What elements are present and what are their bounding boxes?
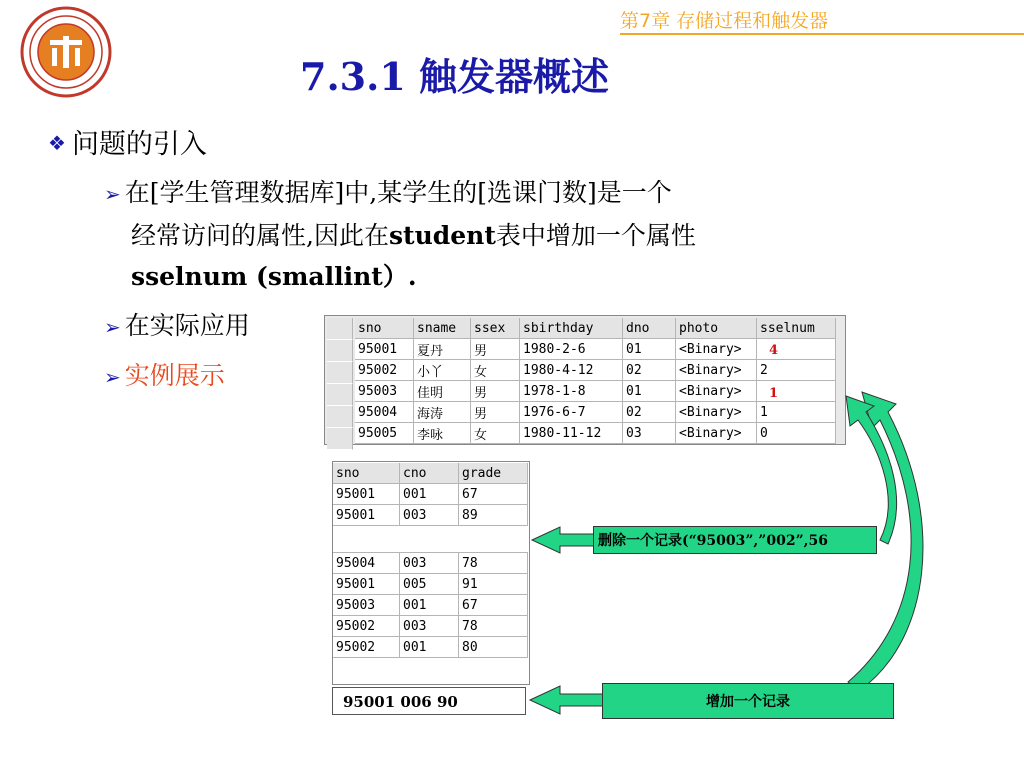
cell: 02 xyxy=(623,360,676,381)
cell: 03 xyxy=(623,423,676,444)
arrow-bullet-icon: ➢ xyxy=(104,182,121,206)
item-practical-text: 在实际应用 xyxy=(124,311,250,340)
cell: <Binary> xyxy=(676,381,757,402)
cell: 95001 xyxy=(333,505,400,526)
cell: 95004 xyxy=(333,553,400,574)
cell: <Binary> xyxy=(676,339,757,360)
cell: 67 xyxy=(459,484,528,505)
cell: 95004 xyxy=(355,402,414,423)
new-score-record: 95001 006 90 xyxy=(332,687,526,715)
cell: 女 xyxy=(471,360,520,381)
para-line-2a: 经常访问的属性,因此在 xyxy=(131,221,389,250)
para-line-2b: student xyxy=(388,221,496,250)
arrow-bullet-icon: ➢ xyxy=(104,315,121,339)
cell: 80 xyxy=(459,637,528,658)
cell: 01 xyxy=(623,339,676,360)
col-header[interactable]: dno xyxy=(623,318,676,339)
cell: 佳明 xyxy=(414,381,471,402)
delete-arrow-icon xyxy=(532,527,594,553)
cell: 78 xyxy=(459,553,528,574)
sselnum-new-value: 4 xyxy=(769,343,779,358)
cell: 95003 xyxy=(355,381,414,402)
cell: 男 xyxy=(471,402,520,423)
cell: 003 xyxy=(400,505,459,526)
cell: 2 xyxy=(757,360,836,381)
cell: 005 xyxy=(400,574,459,595)
cell: 001 xyxy=(400,595,459,616)
cell: 1980-4-12 xyxy=(520,360,623,381)
cell: 003 xyxy=(400,553,459,574)
slide-title: 7.3.1 触发器概述 xyxy=(300,54,610,99)
cell: 001 xyxy=(400,484,459,505)
cell: 小丫 xyxy=(414,360,471,381)
heading-text: 问题的引入 xyxy=(71,129,207,160)
col-header[interactable]: photo xyxy=(676,318,757,339)
cell: 95002 xyxy=(355,360,414,381)
col-header[interactable]: sno xyxy=(333,463,400,484)
cell: 海涛 xyxy=(414,402,471,423)
cell: 95005 xyxy=(355,423,414,444)
col-header[interactable]: ssex xyxy=(471,318,520,339)
cell: 1980-2-6 xyxy=(520,339,623,360)
cell: 67 xyxy=(459,595,528,616)
diamond-bullet-icon: ❖ xyxy=(48,131,66,155)
cell: 1 xyxy=(757,402,836,423)
cell: <Binary> xyxy=(676,360,757,381)
col-header[interactable]: sbirthday xyxy=(520,318,623,339)
cell: 003 xyxy=(400,616,459,637)
add-record-callout: 增加一个记录 xyxy=(602,683,894,719)
cell: 01 xyxy=(623,381,676,402)
col-header[interactable]: sname xyxy=(414,318,471,339)
col-header[interactable]: sselnum xyxy=(757,318,836,339)
col-header[interactable]: grade xyxy=(459,463,528,484)
para-line-3: sselnum (smallint）. xyxy=(131,262,417,291)
cell: 李咏 xyxy=(414,423,471,444)
col-header[interactable]: sno xyxy=(355,318,414,339)
cell: 0 xyxy=(757,423,836,444)
chapter-label: 第7章 存储过程和触发器 xyxy=(620,10,829,32)
cell: 1976-6-7 xyxy=(520,402,623,423)
cell: 78 xyxy=(459,616,528,637)
cell: 1980-11-12 xyxy=(520,423,623,444)
cell: 1978-1-8 xyxy=(520,381,623,402)
cell: 男 xyxy=(471,381,520,402)
add-arrow-icon xyxy=(530,686,603,714)
cell: 95001 xyxy=(355,339,414,360)
cell: <Binary> xyxy=(676,402,757,423)
sselnum-new-value: 1 xyxy=(769,386,779,401)
cell: 95001 xyxy=(333,484,400,505)
cell: 89 xyxy=(459,505,528,526)
para-line-1: 在[学生管理数据库]中,某学生的[选课门数]是一个 xyxy=(124,178,672,207)
cell: 91 xyxy=(459,574,528,595)
para-line-2c: 表中增加一个属性 xyxy=(495,221,696,250)
delete-record-callout: 删除一个记录(“95003”,”002”,56 xyxy=(593,526,877,554)
cell: 95002 xyxy=(333,616,400,637)
cell: 95003 xyxy=(333,595,400,616)
cell: 女 xyxy=(471,423,520,444)
cell: 02 xyxy=(623,402,676,423)
arrow-bullet-icon: ➢ xyxy=(104,365,121,389)
cell: 001 xyxy=(400,637,459,658)
cell: 男 xyxy=(471,339,520,360)
col-header[interactable]: cno xyxy=(400,463,459,484)
item-demo-text[interactable]: 实例展示 xyxy=(124,361,225,390)
cell: 夏丹 xyxy=(414,339,471,360)
cell: <Binary> xyxy=(676,423,757,444)
cell: 95001 xyxy=(333,574,400,595)
cell: 95002 xyxy=(333,637,400,658)
